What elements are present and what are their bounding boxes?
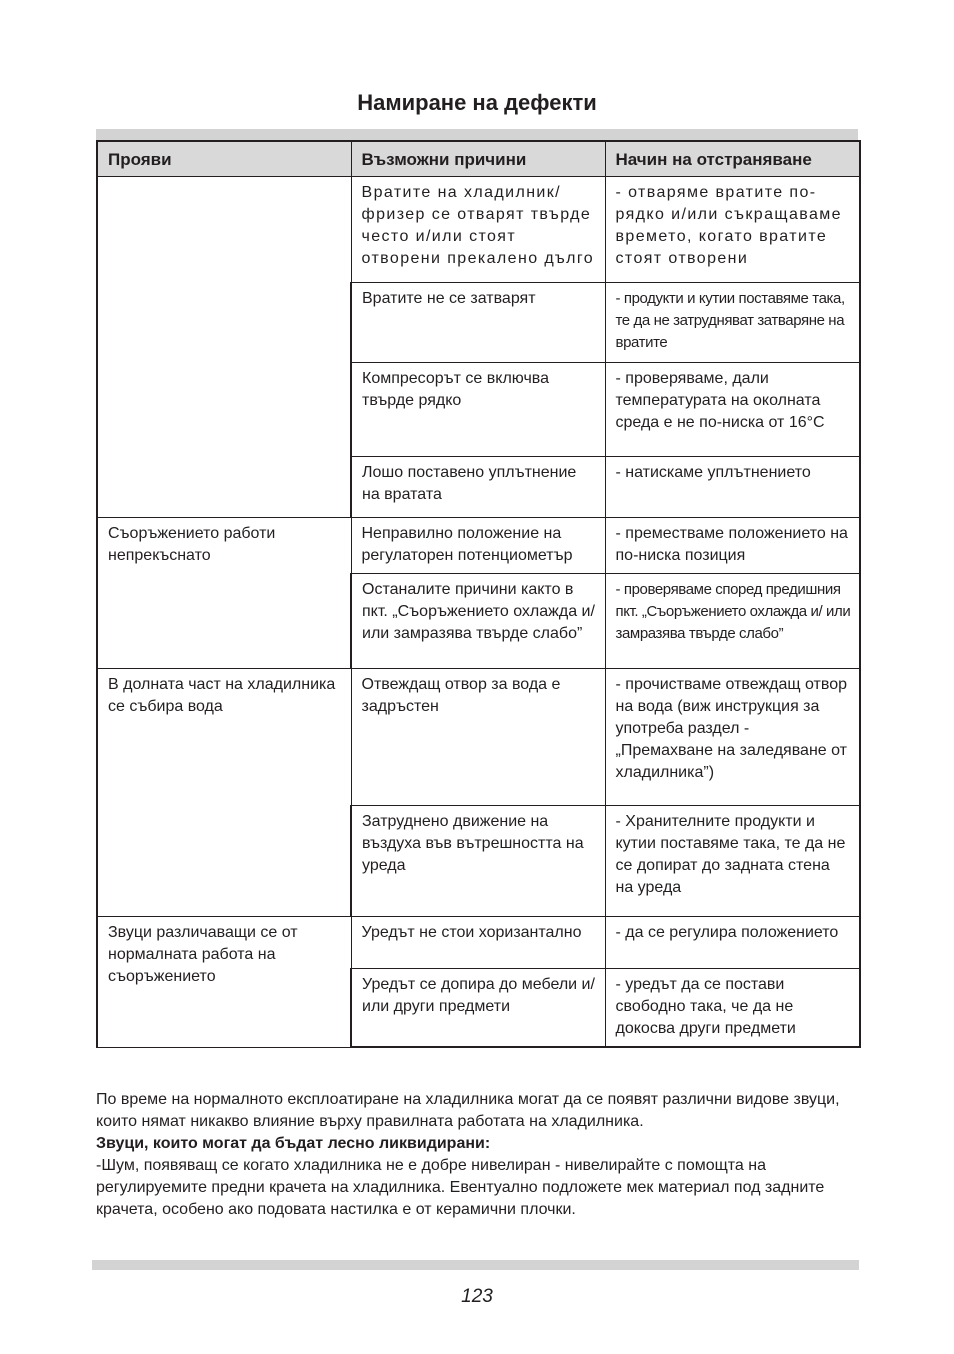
remedy-cell: - Хранителните продукти и кутии поставяме така, те да не се допират до задната стена на уреда: [605, 806, 860, 917]
table-row: [97, 917, 860, 969]
cause-cell: Уредът не стои хоризантално: [351, 917, 605, 969]
notes-body: -Шум, появяващ се когато хладилника не е добре нивелиран - нивелирайте с помощта на регулируемите предни крачета на хладилника. Евентуално подложете мек материал под задните крачета, особено ако подовата настилка е от керамични плочки.: [96, 1157, 825, 1218]
bottom-divider-bar: [92, 1260, 859, 1270]
remedy-cell: - проверяваме, дали температурата на околната среда е не по-ниска от 16°C: [605, 363, 860, 457]
remedy-cell: - уредът да се постави свободно така, че да не докосва други предмети: [605, 969, 860, 1048]
troubleshooting-table: [96, 140, 861, 1048]
remedy-cell: - прочистваме отвеждащ отвор на вода (виж инструкция за употреба раздел - „Премахване на заледяване от хладилника”): [605, 669, 860, 806]
remedy-cell: - натискаме уплътнението: [605, 457, 860, 518]
top-divider-bar: [96, 129, 858, 140]
remedy-cell: - отваряме вратите по-рядко и/или съкращаваме времето, когато вратите стоят отворени: [605, 177, 860, 283]
table-row: [97, 669, 860, 806]
page-number: 123: [461, 1286, 493, 1307]
symptom-cell: В долната част на хладилника се събира вода: [97, 669, 351, 917]
remedy-cell: - да се регулира положението: [605, 917, 860, 969]
cause-cell: Компресорът се включва твърде рядко: [351, 363, 605, 457]
header-symptoms: Прояви: [97, 141, 351, 177]
cause-cell: Уредът се допира до мебели и/или други предмети: [351, 969, 605, 1048]
cause-cell: Отвеждащ отвор за вода е задръстен: [351, 669, 605, 806]
symptom-cell: [97, 177, 351, 518]
header-remedy: Начин на отстраняване: [605, 141, 860, 177]
cause-cell: Затруднено движение на въздуха във вътрешността на уреда: [351, 806, 605, 917]
header-causes: Възможни причини: [351, 141, 605, 177]
symptom-cell: Съоръжението работи непрекъснато: [97, 518, 351, 669]
cause-cell: Лошо поставено уплътнение на вратата: [351, 457, 605, 518]
notes-section: [96, 1089, 858, 1221]
remedy-cell: - проверяваме според предишния пкт. „Съоръжението охлажда и/ или замразява твърде слабо”: [605, 574, 860, 669]
notes-heading: Звуци, които могат да бъдат лесно ликвидирани:: [96, 1135, 491, 1152]
table-header-row: [97, 141, 860, 177]
table-row: [97, 518, 860, 574]
remedy-cell: - продукти и кутии поставяме така, те да не затрудняват затваряне на вратите: [605, 283, 860, 363]
notes-intro: По време на нормалното експлоатиране на хладилника могат да се появят различни видове звуци, които нямат никакво влияние върху правилната работата на хладилника.: [96, 1091, 840, 1130]
symptom-cell: Звуци различаващи се от нормалната работа на съоръжението: [97, 917, 351, 1048]
cause-cell: Неправилно положение на регулаторен потенциометър: [351, 518, 605, 574]
table-row: [97, 177, 860, 283]
cause-cell: Останалите причини както в пкт. „Съоръжението охлажда и/или замразява твърде слабо”: [351, 574, 605, 669]
page-title: Намиране на дефекти: [357, 90, 597, 115]
cause-cell: Вратите не се затварят: [351, 283, 605, 363]
cause-cell: Вратите на хладилник/ фризер се отварят твърде често и/или стоят отворени прекалено дълго: [351, 177, 605, 283]
remedy-cell: - преместваме положението на по-ниска позиция: [605, 518, 860, 574]
